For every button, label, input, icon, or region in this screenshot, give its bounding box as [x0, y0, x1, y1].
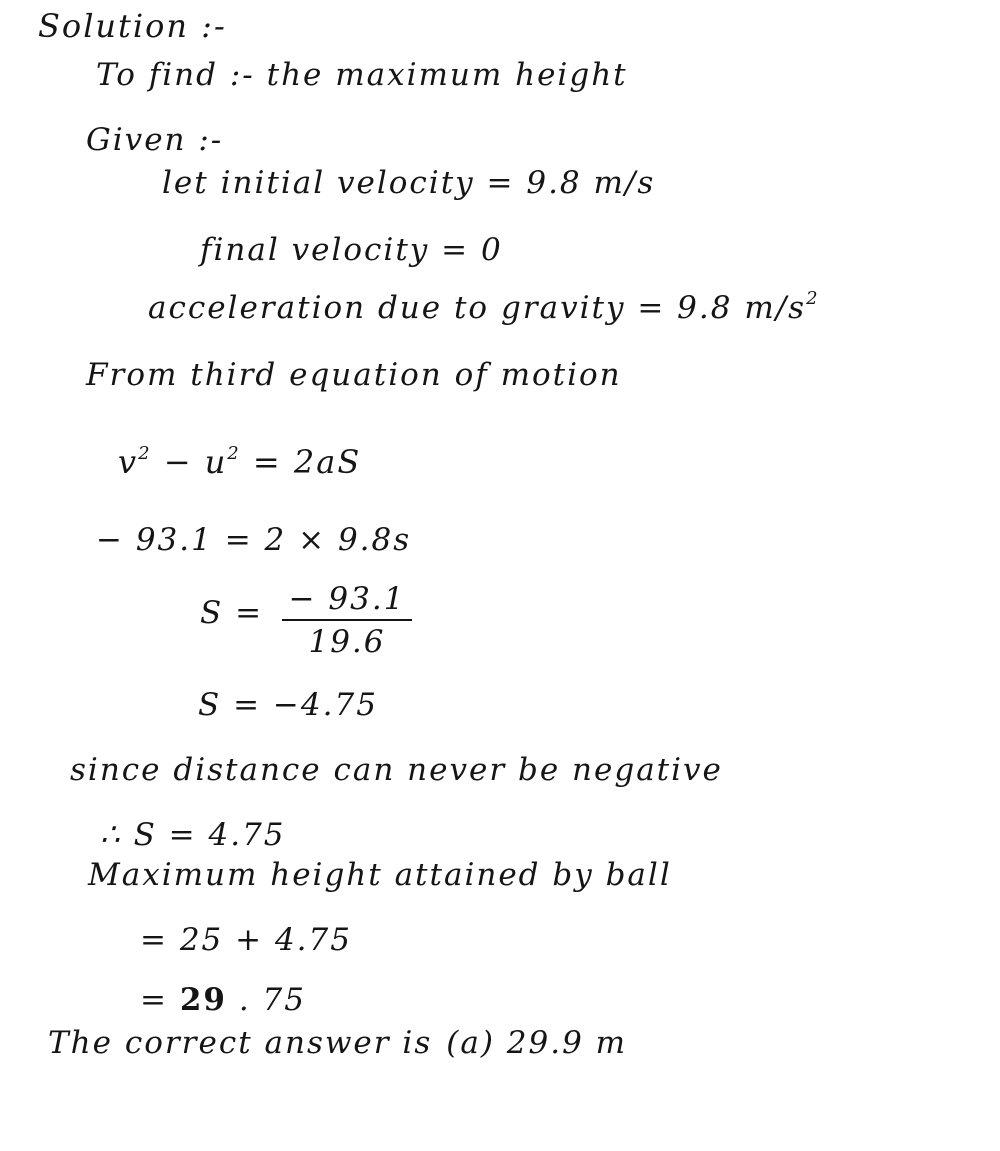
fraction-lhs: S = [200, 595, 264, 631]
third-equation-intro: From third equation of motion [86, 357, 622, 393]
total-rest: . 75 [226, 982, 306, 1018]
max-height-label: Maximum height attained by ball [88, 857, 672, 893]
sum-line: = 25 + 4.75 [140, 922, 352, 958]
equation-v-exponent: 2 [138, 443, 152, 464]
total-line [140, 982, 306, 1018]
acceleration-text: acceleration due to gravity = 9.8 m/s [148, 290, 807, 326]
fraction-denominator: 19.6 [308, 624, 386, 660]
equation-line [118, 443, 362, 481]
s-result-line: S = −4.75 [198, 687, 378, 723]
therefore-line: ∴ S = 4.75 [100, 817, 286, 853]
since-note-line: since distance can never be negative [70, 752, 723, 788]
total-prefix: = [140, 982, 180, 1018]
total-bold: 29 [179, 982, 227, 1018]
acceleration-line [148, 290, 820, 324]
substitution-line: − 93.1 = 2 × 9.8s [96, 522, 412, 558]
answer-prefix: The correct answer is [48, 1025, 433, 1061]
answer-line [48, 1025, 628, 1061]
equation-rhs: = 2aS [240, 443, 362, 481]
equation-u-exponent: 2 [227, 443, 241, 464]
equation-u: − u [151, 443, 228, 481]
solution-heading: Solution :- [38, 7, 227, 45]
initial-velocity-line: let initial velocity = 9.8 m/s [162, 165, 656, 201]
fraction [282, 581, 412, 660]
given-label: Given :- [86, 122, 224, 158]
fraction-numerator: − 93.1 [288, 581, 406, 617]
final-velocity-line: final velocity = 0 [200, 232, 503, 268]
answer-option: (a) 29.9 m [446, 1025, 628, 1061]
equation-v: v [118, 443, 139, 481]
acceleration-exponent: 2 [806, 288, 820, 309]
to-find-line: To find :- the maximum height [96, 57, 628, 93]
